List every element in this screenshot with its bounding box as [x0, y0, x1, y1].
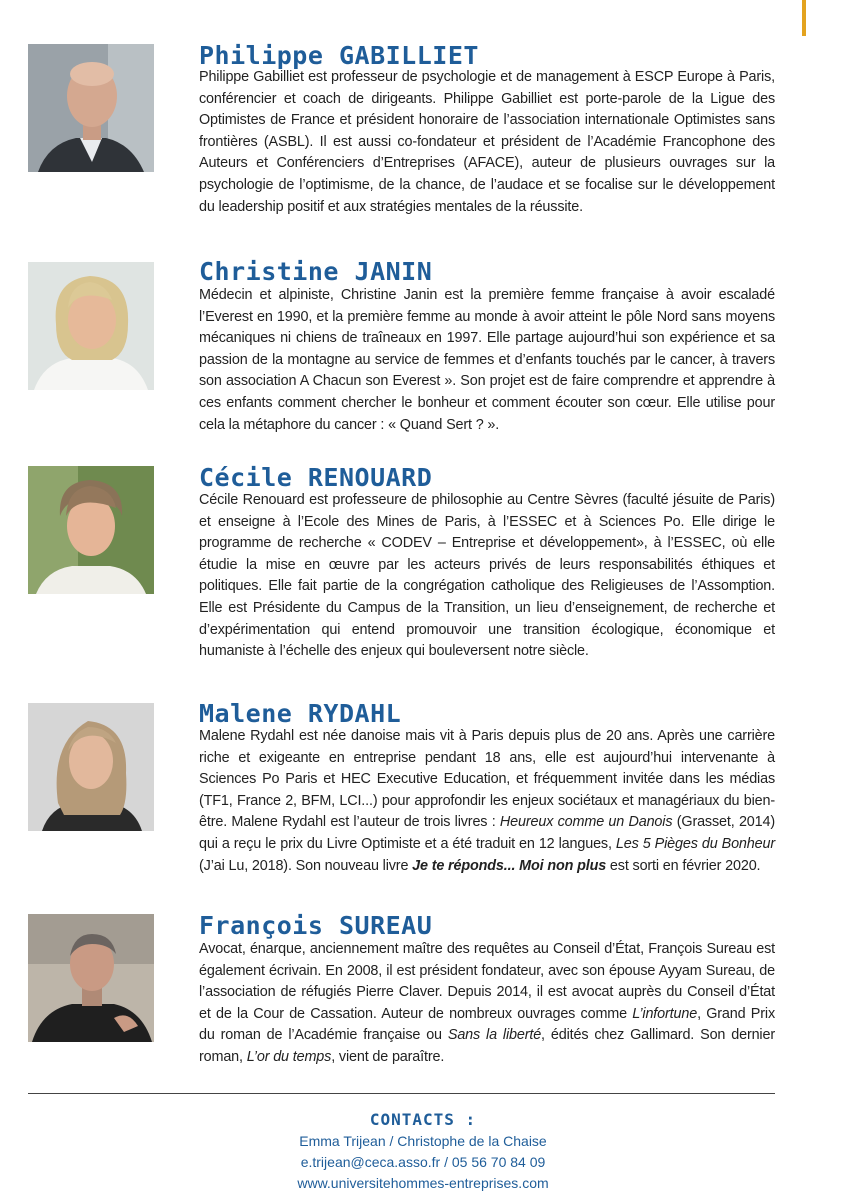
- portrait-image: [28, 914, 154, 1042]
- contact-website-link[interactable]: www.universitehommes-entreprises.com: [297, 1175, 549, 1191]
- speaker-name: Philippe GABILLIET: [199, 41, 479, 70]
- contacts-title: CONTACTS :: [369, 1110, 477, 1129]
- portrait-image: [28, 703, 154, 831]
- bio-text: Malene Rydahl est née danoise mais vit à Paris depuis plus de 20 ans. Après une carrière riche et exigeante en entreprise pendant 18 ans, elle est aujourd’hui intervenante à Sciences Po Paris et HEC Executive Education, et fréquemment invitée dans les médias (TF1, France 2, BFM, LCI...) pour approfondir les enjeux sociétaux et managériaux du bien-être. Malene Rydahl est l’auteur de trois livres :: [199, 728, 775, 831]
- bio-text: , Grand Prix du roman de l’Académie française ou: [199, 1005, 775, 1044]
- book-title: L’infortune: [632, 1005, 698, 1022]
- bio-text: Avocat, énarque, anciennement maître des requêtes au Conseil d’État, François Sureau est également écrivain. En 2008, il est président fondateur, avec son épouse Ayyam Sureau, de l’association de réfugiés Pierre Claver. Depuis 2014, il est avocat auprès du Conseil d’État et de la Cour de Cassation. Auteur de nombreux ouvrages comme: [199, 941, 775, 1022]
- bio-text: est sorti en février 2020.: [606, 857, 761, 874]
- book-title: L’or du temps: [246, 1048, 332, 1065]
- contacts-block: [0, 1109, 846, 1194]
- contact-email-phone[interactable]: e.trijean@ceca.asso.fr / 05 56 70 84 09: [300, 1154, 546, 1170]
- speaker-bio: [199, 726, 775, 877]
- speaker-photo: [28, 262, 154, 390]
- bio-text: (Grasset, 2014) qui a reçu le prix du Livre Optimiste et a été traduit en 12 langues,: [199, 814, 775, 852]
- accent-bar: [802, 0, 806, 36]
- speaker-name: François SUREAU: [199, 911, 433, 940]
- bio-text: , vient de paraître.: [331, 1048, 445, 1065]
- portrait-image: [28, 466, 154, 594]
- speaker-name: Christine JANIN: [199, 257, 433, 286]
- speaker-bio: Philippe Gabilliet est professeur de psychologie et de management à ESCP Europe à Paris, conférencier et coach de dirigeants. Philippe Gabilliet est porte-parole de la Ligue des Optimistes de France et président honoraire de l’association internationale Optimistes sans frontières (ASBL). Il est aussi co-fondateur et président de l’Académie Francophone des Auteurs et Conférenciers d’Entreprises (AFACE), auteur de plusieurs ouvrages sur la psychologie de l’optimisme, de la chance, de l’audace et se focalise sur le développement du leadership positif et aux stratégies mentales de la réussite.: [199, 69, 775, 215]
- portrait-image: [28, 262, 154, 390]
- book-title: Sans la liberté: [447, 1027, 542, 1044]
- footer-divider: [28, 1093, 775, 1094]
- speaker-photo: [28, 914, 154, 1042]
- speaker-name: Cécile RENOUARD: [199, 463, 433, 492]
- speaker-photo: [28, 703, 154, 831]
- speaker-bio: [199, 939, 775, 1069]
- speaker-bio: Médecin et alpiniste, Christine Janin est la première femme française à avoir escaladé l’Everest en 1990, et la première femme au monde à avoir atteint le pôle Nord sans moyens mécaniques ni chiens de traîneaux en 1997. Elle partage aujourd’hui son expérience et sa passion de la montagne au service de femmes et d’enfants touchés par le cancer, à travers son association A Chacun son Everest ». Son projet est de faire comprendre et apprendre à ces enfants comment chercher le bonheur et comment écouter son cœur. Elle utilise pour cela la métaphore du cancer : « Quand Sert ? ».: [199, 287, 775, 433]
- bio-text: (J’ai Lu, 2018). Son nouveau livre: [199, 857, 413, 874]
- speaker-photo: [28, 44, 154, 172]
- book-title: Heureux comme un Danois: [499, 814, 673, 831]
- book-title: Je te réponds... Moi non plus: [412, 857, 607, 874]
- portrait-image: [28, 44, 154, 172]
- speaker-photo: [28, 466, 154, 594]
- speaker-name: Malene RYDAHL: [199, 699, 402, 728]
- book-title: Les 5 Pièges du Bonheur: [615, 835, 775, 852]
- bio-text: , édités chez Gallimard. Son dernier roman,: [199, 1027, 775, 1065]
- speaker-bio: Cécile Renouard est professeure de philosophie au Centre Sèvres (faculté jésuite de Paris) et enseigne à l’Ecole des Mines de Paris, à l’ESSEC et à Sciences Po. Elle dirige le programme de recherche « CODEV – Entreprise et développement», à l’ESSEC, où elle étudie la mise en œuvre par les acteurs privés de leurs responsabilités éthiques et politiques. Elle fait partie de la congrégation catholique des Religieuses de l’Assomption. Elle est Présidente du Campus de la Transition, un lieu d’enseignement, de recherche et d’expérimentation qui entend promouvoir une transition écologique, économique et humaniste à l’échelle des enjeux qui bouleversent notre siècle.: [199, 492, 775, 660]
- contact-names: Emma Trijean / Christophe de la Chaise: [299, 1133, 547, 1149]
